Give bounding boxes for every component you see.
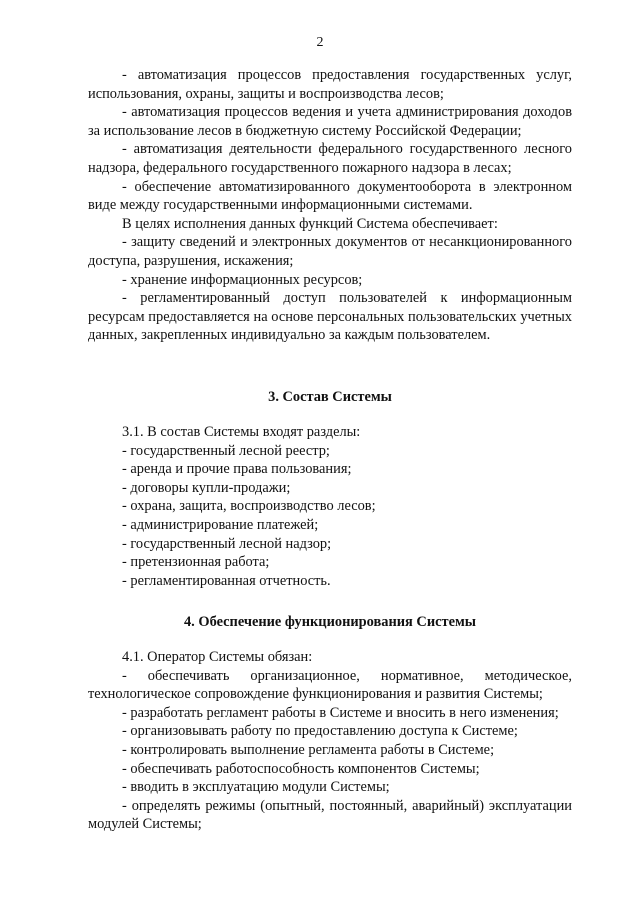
intro-paragraph-1: - автоматизация процессов предоставления государственных услуг, использования, охраны, защиты и воспроизводства лесов; (88, 67, 572, 102)
section-4-heading: 4. Обеспечение функционирования Системы (183, 614, 476, 630)
section-3-block (88, 423, 572, 590)
section-3-paragraph-9: - регламентированная отчетность. (122, 572, 331, 589)
section-4-paragraph-3: - разработать регламент работы в Системе и вносить в него изменения; (122, 704, 559, 721)
section-3-paragraph-2: - государственный лесной реестр; (122, 442, 330, 459)
intro-paragraph-5: В целях исполнения данных функций Система обеспечивает: (122, 215, 498, 232)
intro-block (88, 66, 572, 345)
section-3-paragraph-7: - государственный лесной надзор; (122, 535, 332, 552)
section-4-paragraph-6: - обеспечивать работоспособность компонентов Системы; (122, 760, 480, 777)
section-3-paragraph-6: - администрирование платежей; (122, 516, 319, 533)
section-4-paragraph-7: - вводить в эксплуатацию модули Системы; (122, 779, 390, 796)
section-4-paragraph-5: - контролировать выполнение регламента работы в Системе; (122, 741, 495, 758)
section-3-heading: 3. Состав Системы (268, 389, 392, 405)
section-3-paragraph-1: 3.1. В состав Системы входят разделы: (122, 424, 361, 440)
intro-paragraph-7: - хранение информационных ресурсов; (122, 271, 363, 288)
intro-paragraph-4: - обеспечение автоматизированного документооборота в электронном виде между государственными информационными системами. (88, 178, 572, 214)
section-4-block (88, 648, 572, 834)
section-4-paragraph-8: - определять режимы (опытный, постоянный, аварийный) эксплуатации модулей Системы; (88, 797, 572, 833)
section-3-paragraph-3: - аренда и прочие права пользования; (122, 461, 352, 478)
section-3-paragraph-4: - договоры купли-продажи; (122, 479, 291, 496)
section-4-paragraph-4: - организовывать работу по предоставлению доступа к Системе; (122, 723, 518, 740)
intro-paragraph-6: - защиту сведений и электронных документов от несанкционированного доступа, разрушения, искажения; (88, 234, 572, 269)
page-number: 2 (316, 35, 324, 50)
section-4-paragraph-1: 4.1. Оператор Системы обязан: (122, 649, 313, 665)
intro-paragraph-8: - регламентированный доступ пользователей к информационным ресурсам предоставляется на основе персональных пользовательских учетных данных, закрепленных индивидуально за каждым пользователем. (88, 290, 572, 344)
section-3-paragraph-5: - охрана, защита, воспроизводство лесов; (122, 498, 376, 515)
intro-paragraph-3: - автоматизация деятельности федерального государственного лесного надзора, федерального государственного пожарного надзора в лесах; (88, 141, 572, 176)
section-3-paragraph-8: - претензионная работа; (122, 554, 270, 571)
section-4-paragraph-2: - обеспечивать организационное, нормативное, методическое, технологическое сопровождение функционирования и развития Системы; (88, 667, 572, 703)
intro-paragraph-2: - автоматизация процессов ведения и учета администрирования доходов за использование лесов в бюджетную систему Российской Федерации; (88, 104, 572, 139)
